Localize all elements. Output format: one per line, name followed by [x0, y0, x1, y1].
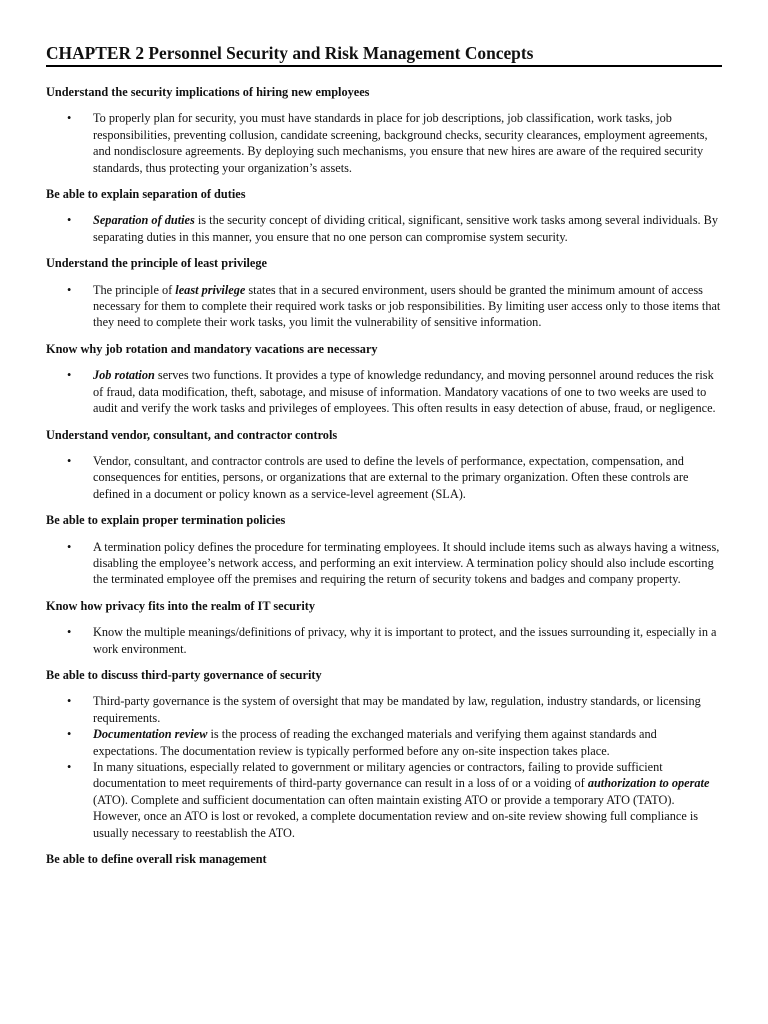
emphasized-term: Job rotation [93, 368, 155, 383]
bullet-icon: • [67, 453, 72, 468]
bullet-icon: • [67, 111, 72, 126]
item-text: Vendor, consultant, and contractor controls are used to define the levels of performance, expectation, compensation, and consequences for entities, persons, or organizations that are external to the primary organization. Often these controls are defined in a document or policy known as a service-level agreement (SLA). [93, 453, 689, 501]
emphasized-term: least privilege [175, 282, 246, 297]
section [46, 84, 722, 176]
item-text: is the process of reading the exchanged materials and verifying them against standards and expectations. The documentation review is typically performed before any on-site inspection takes place. [93, 727, 657, 758]
item-text: (ATO). Complete and sufficient documentation can often maintain existing ATO or provide a temporary ATO (TATO). However, once an ATO is lost or revoked, a complete documentation review and on-site review showing full compliance is usually necessary to reestablish the ATO. [93, 792, 699, 840]
bullet-icon: • [67, 694, 72, 709]
bullet-icon: • [67, 760, 72, 774]
section-heading: Know why job rotation and mandatory vacations are necessary [46, 341, 378, 356]
section [46, 427, 722, 503]
item-text: Know the multiple meanings/definitions of privacy, why it is important to protect, and the issues surrounding it, especially in a work environment. [93, 625, 717, 656]
bullet-icon: • [67, 282, 72, 297]
list-item [67, 693, 722, 726]
section [46, 255, 722, 331]
item-text: states that in a secured environment, users should be granted the minimum amount of access necessary for them to complete their required work tasks or job responsibilities. By limiting user access only to those items that they need to complete their work tasks, you limit the vulnerability of sensitive information. [93, 282, 721, 330]
section-heading: Understand the principle of least privilege [46, 256, 267, 271]
item-text: To properly plan for security, you must have standards in place for job descriptions, job classification, work tasks, job responsibilities, preventing collusion, candidate screening, background checks, security clearances, employment agreements, and nondisclosure agreements. By deploying such mechanisms, you ensure that new hires are aware of the required security standards, thus protecting your organization’s assets. [93, 111, 708, 175]
bullet-list [46, 539, 722, 588]
bullet-list [46, 212, 722, 245]
section-heading: Understand vendor, consultant, and contractor controls [46, 427, 338, 442]
section [46, 667, 722, 841]
bullet-icon: • [67, 727, 72, 742]
bullet-icon: • [67, 213, 72, 228]
chapter-title: CHAPTER 2 Personnel Security and Risk Management Concepts [46, 42, 722, 67]
section-heading: Be able to explain proper termination policies [46, 513, 286, 528]
list-item [67, 282, 722, 331]
item-text: The principle of [93, 282, 176, 297]
emphasized-term: authorization to operate [587, 776, 710, 791]
sections-container [46, 84, 722, 867]
list-item [67, 453, 722, 502]
section [46, 512, 722, 588]
item-text: serves two functions. It provides a type of knowledge redundancy, and moving personnel around reduces the risk of fraud, data modification, theft, sabotage, and misuse of information. Mandatory vacations of one to two weeks are used to audit and verify the work tasks and privileges of employees. This often results in easy detection of abuse, fraud, or negligence. [93, 368, 716, 416]
list-item [67, 726, 722, 759]
section [46, 186, 722, 245]
section [46, 598, 722, 657]
section [46, 341, 722, 417]
bullet-icon: • [67, 539, 72, 554]
list-item [67, 212, 722, 245]
section-heading: Be able to discuss third-party governance of security [46, 667, 322, 682]
bullet-list [46, 693, 722, 841]
item-text: Third-party governance is the system of oversight that may be mandated by law, regulation, industry standards, or licensing requirements. [93, 694, 701, 725]
emphasized-term: Documentation review [93, 727, 208, 742]
item-text: A termination policy defines the procedure for terminating employees. It should include items such as always having a witness, disabling the employee’s network access, and performing an exit interview. A termination policy should also include escorting the terminated employee off the premises and requiring the return of security tokens and badges and company property. [93, 539, 720, 587]
section-heading: Understand the security implications of hiring new employees [46, 85, 370, 99]
bullet-icon: • [67, 625, 72, 640]
item-text: In many situations, especially related to government or military agencies or contractors, failing to provide sufficient documentation to meet requirements of third-party governance can result in a loss of or a voiding of [93, 760, 663, 791]
list-item [67, 110, 722, 176]
section-heading: Know how privacy fits into the realm of IT security [46, 598, 316, 613]
list-item [67, 539, 722, 588]
bullet-icon: • [67, 368, 72, 383]
bullet-list [46, 367, 722, 416]
list-item [67, 759, 722, 841]
section-heading: Be able to define overall risk management [46, 852, 267, 867]
bullet-list [46, 110, 722, 176]
section [46, 851, 722, 867]
bullet-list [46, 624, 722, 657]
bullet-list [46, 453, 722, 502]
item-text: is the security concept of dividing critical, significant, sensitive work tasks among several individuals. By separating duties in this manner, you ensure that no one person can compromise system security. [93, 213, 719, 244]
list-item [67, 624, 722, 657]
section-heading: Be able to explain separation of duties [46, 187, 246, 202]
emphasized-term: Separation of duties [93, 213, 195, 228]
list-item [67, 367, 722, 416]
bullet-list [46, 282, 722, 331]
